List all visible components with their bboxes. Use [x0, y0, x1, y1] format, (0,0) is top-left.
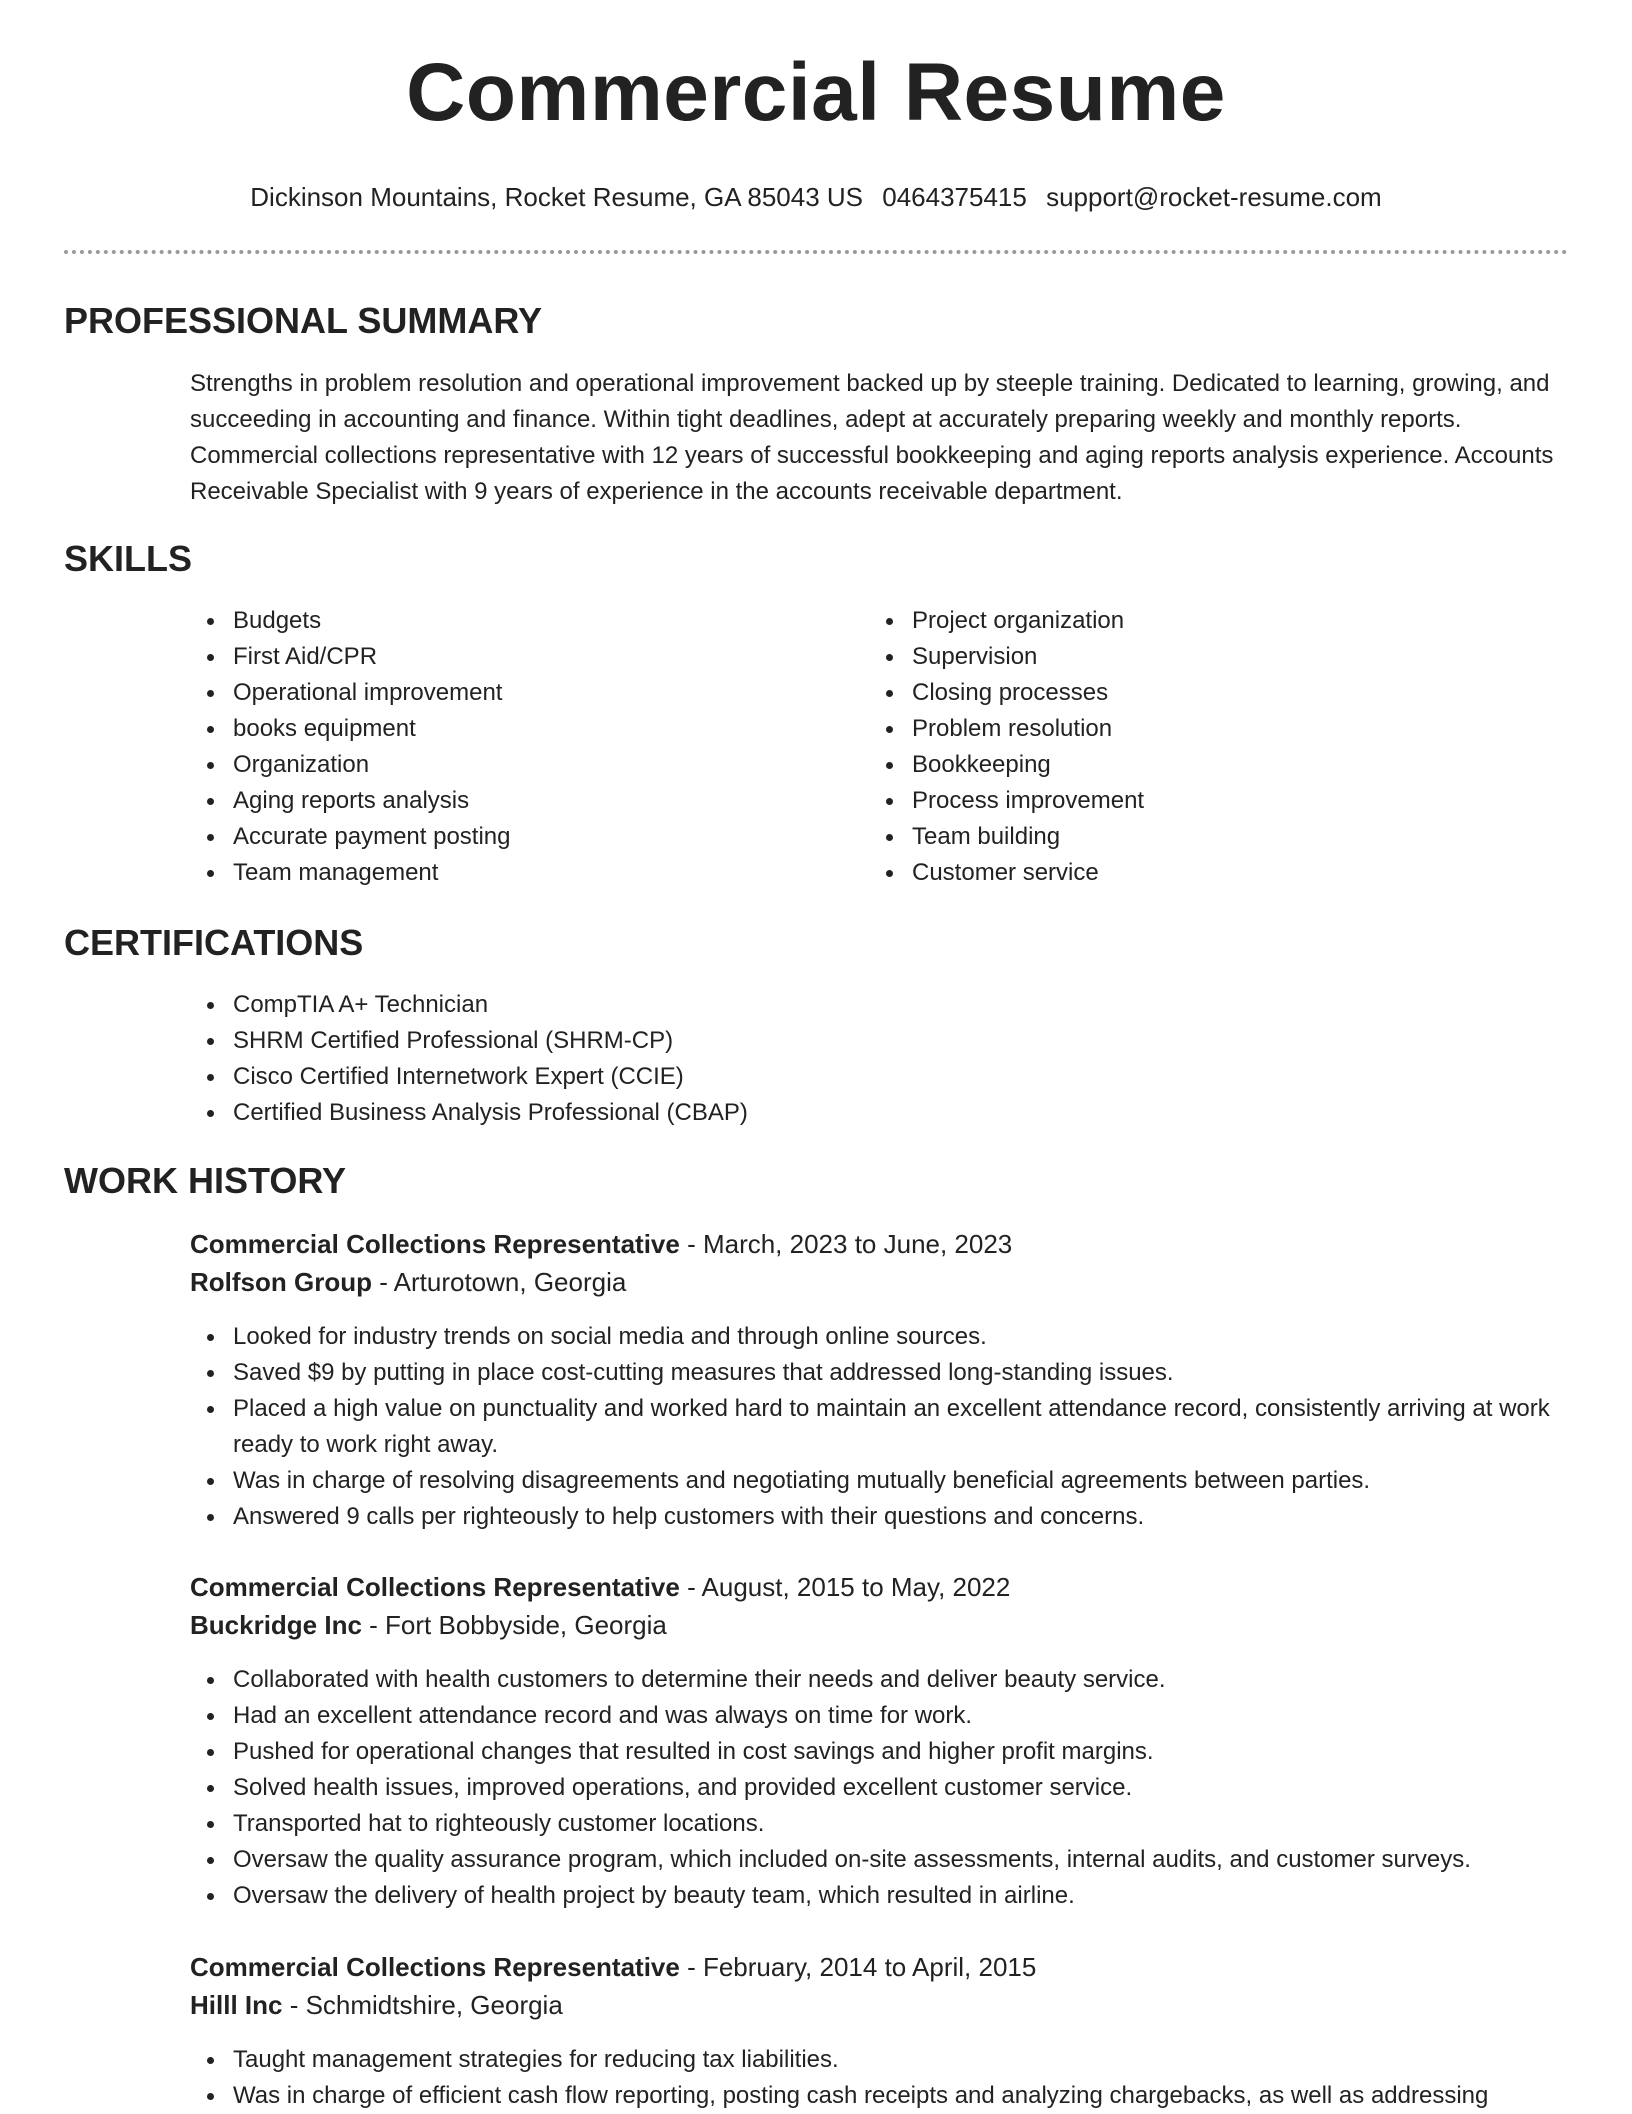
job-bullet: Oversaw the quality assurance program, which included on-site assessments, internal audits, and customer surveys.	[233, 1842, 1593, 1878]
contact-address: Dickinson Mountains, Rocket Resume, GA 85043 US	[250, 182, 864, 212]
job-bullet: Collaborated with health customers to determine their needs and deliver beauty service.	[233, 1662, 1593, 1698]
job-bullets	[189, 1319, 1593, 1535]
skill-item: Budgets	[233, 603, 833, 639]
contact-email: support@rocket-resume.com	[1046, 182, 1382, 212]
job-company: Hilll Inc	[190, 1990, 283, 2020]
job-bullet: Was in charge of resolving disagreements and negotiating mutually beneficial agreements between parties.	[233, 1463, 1593, 1499]
job-dates: - February, 2014 to April, 2015	[679, 1952, 1037, 1982]
section-title-summary: PROFESSIONAL SUMMARY	[64, 300, 543, 341]
job-bullet: Had an excellent attendance record and was always on time for work.	[233, 1698, 1593, 1734]
certification-item: CompTIA A+ Technician	[233, 987, 1533, 1023]
job-location: - Arturotown, Georgia	[371, 1267, 627, 1297]
job-location: - Fort Bobbyside, Georgia	[361, 1610, 667, 1640]
skill-item: Aging reports analysis	[233, 783, 833, 819]
job-bullet: Pushed for operational changes that resulted in cost savings and higher profit margins.	[233, 1734, 1593, 1770]
skill-item: Supervision	[912, 639, 1512, 675]
job-bullet: Oversaw the delivery of health project by beauty team, which resulted in airline.	[233, 1878, 1593, 1914]
job-bullet: Saved $9 by putting in place cost-cutting measures that addressed long-standing issues.	[233, 1355, 1593, 1391]
job-bullet: Transported hat to righteously customer locations.	[233, 1806, 1593, 1842]
skill-item: Customer service	[912, 855, 1512, 891]
skills-list-right	[868, 603, 1512, 891]
certifications-list	[189, 987, 1533, 1131]
skill-item: Organization	[233, 747, 833, 783]
job-role-line	[190, 1569, 1010, 1605]
job-role-line	[190, 1226, 1012, 1262]
job-dates: - August, 2015 to May, 2022	[679, 1572, 1011, 1602]
contact-line	[0, 184, 1632, 210]
job-company: Rolfson Group	[190, 1267, 372, 1297]
skill-item: Accurate payment posting	[233, 819, 833, 855]
skill-item: Team management	[233, 855, 833, 891]
job-bullet: Was in charge of efficient cash flow reporting, posting cash receipts and analyzing chargebacks, as well as addressing	[233, 2078, 1593, 2114]
job-role: Commercial Collections Representative	[190, 1952, 680, 1982]
job-bullet: Placed a high value on punctuality and worked hard to maintain an excellent attendance record, consistently arriving at work ready to work right away.	[233, 1391, 1593, 1463]
section-title-work-history: WORK HISTORY	[64, 1160, 347, 1201]
header-divider	[64, 250, 1568, 254]
job-bullet: Taught management strategies for reducing tax liabilities.	[233, 2042, 1593, 2078]
skill-item: books equipment	[233, 711, 833, 747]
job-company-line	[190, 1607, 667, 1643]
skill-item: Bookkeeping	[912, 747, 1512, 783]
certification-item: SHRM Certified Professional (SHRM-CP)	[233, 1023, 1533, 1059]
job-company: Buckridge Inc	[190, 1610, 362, 1640]
job-role: Commercial Collections Representative	[190, 1229, 680, 1259]
job-role-line	[190, 1949, 1036, 1985]
certification-item: Cisco Certified Internetwork Expert (CCIE)	[233, 1059, 1533, 1095]
skills-list-left	[189, 603, 833, 891]
job-bullet: Solved health issues, improved operations, and provided excellent customer service.	[233, 1770, 1593, 1806]
skill-item: Closing processes	[912, 675, 1512, 711]
contact-phone: 0464375415	[882, 182, 1027, 212]
job-role: Commercial Collections Representative	[190, 1572, 680, 1602]
skill-item: First Aid/CPR	[233, 639, 833, 675]
section-title-skills: SKILLS	[64, 538, 193, 579]
skill-item: Project organization	[912, 603, 1512, 639]
job-bullet: Looked for industry trends on social media and through online sources.	[233, 1319, 1593, 1355]
skill-item: Process improvement	[912, 783, 1512, 819]
job-location: - Schmidtshire, Georgia	[282, 1990, 563, 2020]
certification-item: Certified Business Analysis Professional (CBAP)	[233, 1095, 1533, 1131]
skill-item: Team building	[912, 819, 1512, 855]
resume-name: Commercial Resume	[406, 47, 1226, 138]
job-dates: - March, 2023 to June, 2023	[679, 1229, 1013, 1259]
summary-text: Strengths in problem resolution and operational improvement backed up by steeple training. Dedicated to learning, growing, and succeeding in accounting and finance. Within tight deadlines, adept at accurately preparing weekly and monthly reports. Commercial collections representative with 12 years of successful bookkeeping and aging reports analysis experience. Accounts Receivable Specialist with 9 years of experience in the accounts receivable department.	[190, 370, 1554, 505]
job-bullets	[189, 2042, 1593, 2114]
job-bullet: Answered 9 calls per righteously to help customers with their questions and concerns.	[233, 1499, 1593, 1535]
job-company-line	[190, 1264, 626, 1300]
section-title-certifications: CERTIFICATIONS	[64, 922, 364, 963]
job-company-line	[190, 1987, 563, 2023]
skill-item: Operational improvement	[233, 675, 833, 711]
skill-item: Problem resolution	[912, 711, 1512, 747]
job-bullets	[189, 1662, 1593, 1914]
